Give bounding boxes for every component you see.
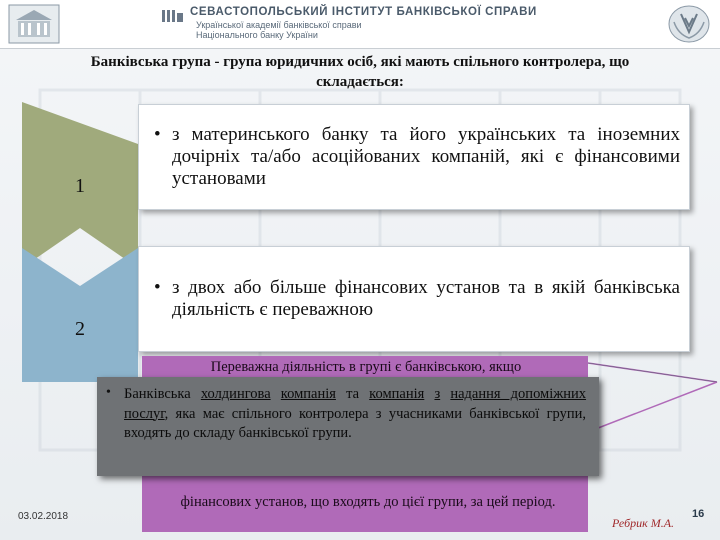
chevron-step-2 [22, 248, 138, 382]
item-1-text: з материнського банку та його українських та іноземних дочірніх та/або асоційованих компаній, які є фінансовими установами [172, 124, 680, 189]
connector-lines [585, 360, 720, 440]
institute-subtitle-2: Національного банку України [196, 30, 318, 40]
slide-author: Ребрик М.А. [612, 516, 675, 530]
nbu-emblem-right [666, 4, 712, 44]
item-1-bullet: • [154, 124, 161, 145]
institute-title: СЕВАСТОПОЛЬСЬКИЙ ІНСТИТУТ БАНКІВСЬКОЇ СПРАВИ [190, 6, 537, 18]
institute-subtitle-1: Української академії банківської справи [196, 20, 362, 30]
slide-title: Банківська група - група юридичних осіб, які мають спільного контролера, що складається: [90, 54, 630, 90]
institute-mark-icon [162, 9, 184, 23]
institute-logo-left [8, 4, 60, 44]
holding-note-bullet: • [106, 385, 111, 400]
holding-company-note-text: Банківська холдингова компанія та компанія з надання допоміжних послуг, яка має спільного контролера з учасниками банківської групи, входять до складу банківської групи. [124, 386, 587, 441]
item-2-text: з двох або більше фінансових установ та в якій банківська діяльність є переважною [172, 277, 680, 320]
step-2-number: 2 [75, 318, 85, 340]
item-2-bullet: • [154, 277, 161, 298]
slide-header [0, 0, 720, 49]
slide-date: 03.02.2018 [18, 511, 69, 522]
dominance-note-bottom-text: фінансових установ, що входять до цієї групи, за цей період. [180, 494, 556, 510]
page-number: 16 [692, 508, 705, 520]
step-1-number: 1 [75, 175, 85, 197]
dominance-note-top-text: Переважна діяльність в групі є банківською, якщо [210, 359, 522, 375]
